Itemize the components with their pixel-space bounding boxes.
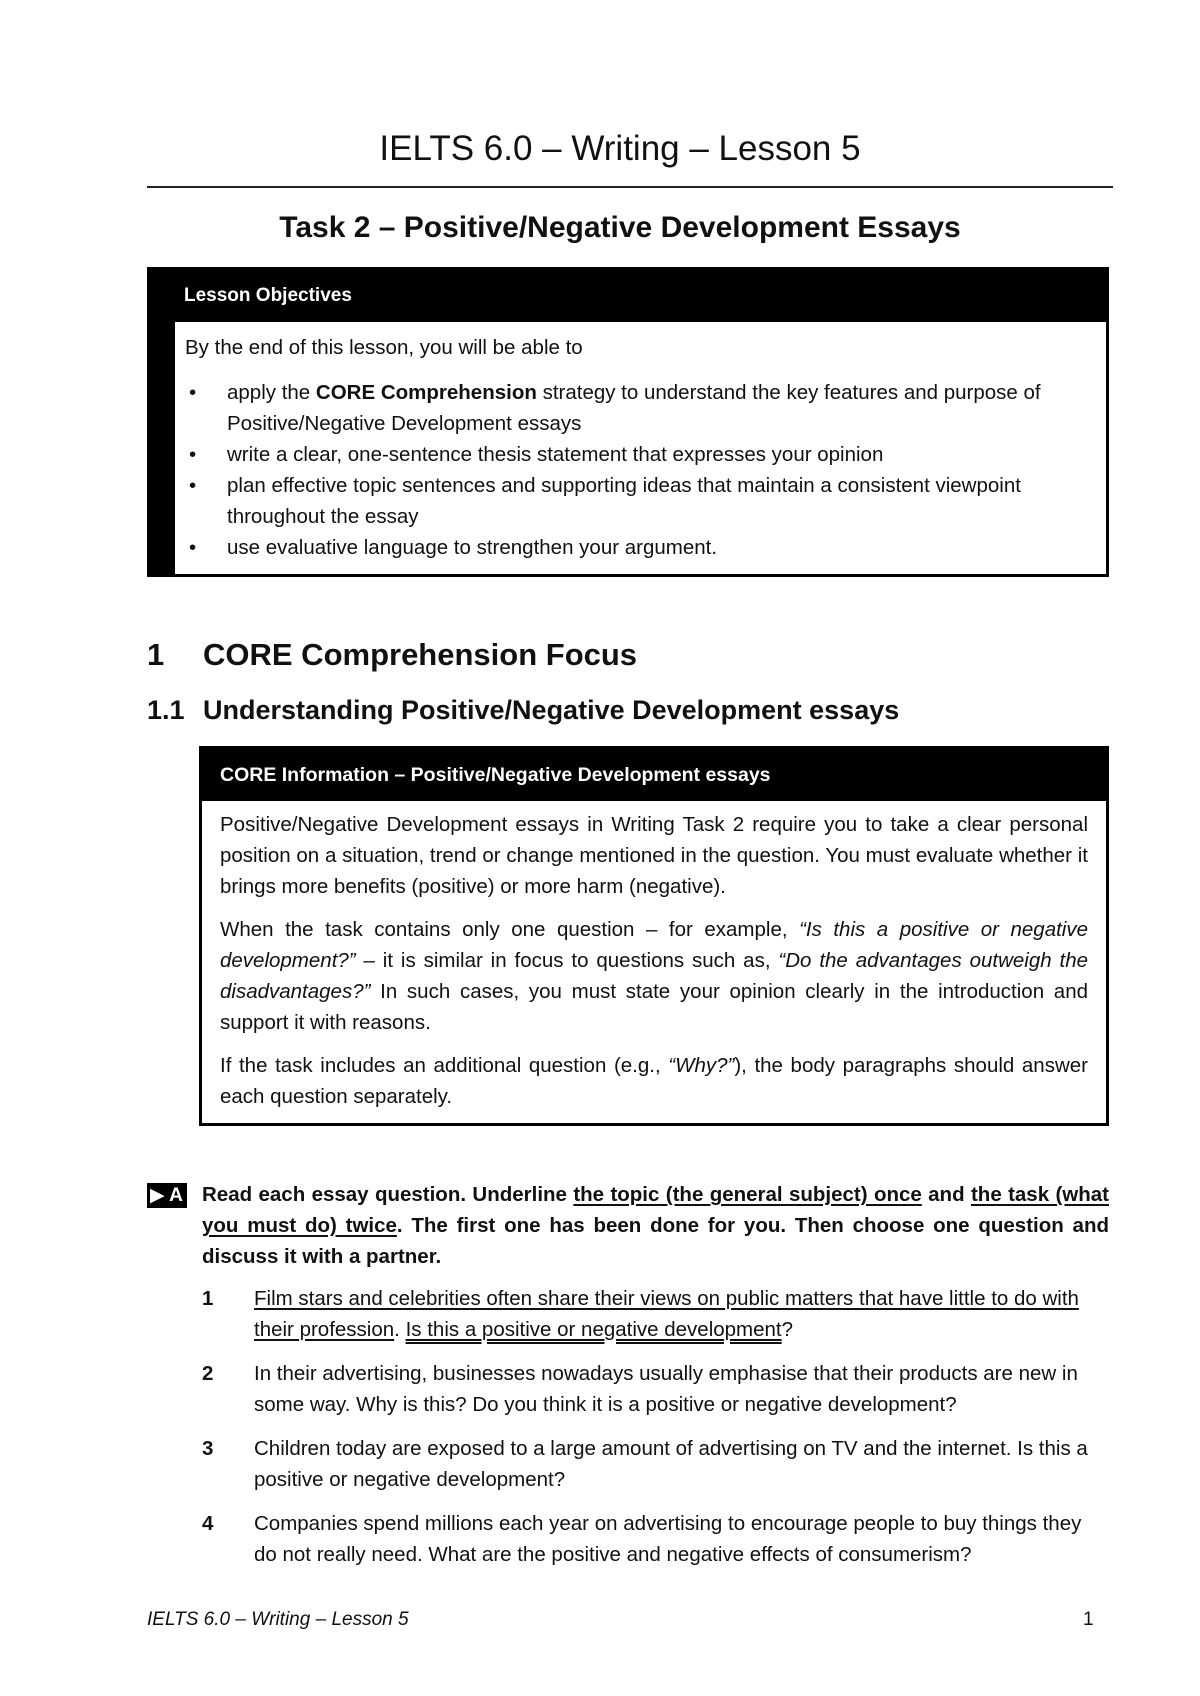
objectives-intro: By the end of this lesson, you will be able to <box>185 336 583 359</box>
objective-item: • apply the CORE Comprehension strategy to understand the key features and purpose of Positive/Negative Development essays <box>185 377 1092 439</box>
section-1-heading: 1 CORE Comprehension Focus <box>147 637 638 672</box>
question-number: 1 <box>202 1287 214 1310</box>
footer-title: IELTS 6.0 – Writing – Lesson 5 <box>147 1609 409 1630</box>
objective-item: • use evaluative language to strengthen your argument. <box>185 532 1092 563</box>
objective-item: • write a clear, one-sentence thesis statement that expresses your opinion <box>185 439 1092 470</box>
core-paragraph-3: If the task includes an additional question (e.g., “Why?”), the body paragraphs should answer each question separately. <box>220 1054 1088 1108</box>
question-number: 2 <box>202 1362 214 1385</box>
activity-a-marker: ▶ A <box>147 1183 187 1208</box>
essay-question: 4 Companies spend millions each year on advertising to encourage people to buy things they do not really need. What are the positive and negative effects of consumerism? <box>202 1508 1109 1570</box>
essay-question: 3 Children today are exposed to a large amount of advertising on TV and the internet. Is this a positive or negative development? <box>202 1433 1109 1495</box>
objectives-heading: Lesson Objectives <box>175 270 1106 322</box>
document-subtitle: Task 2 – Positive/Negative Development Essays <box>279 211 961 244</box>
core-information-box <box>199 746 1109 1126</box>
objective-item: • plan effective topic sentences and supporting ideas that maintain a consistent viewpoint throughout the essay <box>185 470 1092 532</box>
core-information-heading: CORE Information – Positive/Negative Development essays <box>202 749 1106 801</box>
core-paragraph-1: Positive/Negative Development essays in Writing Task 2 require you to take a clear personal position on a situation, trend or change mentioned in the question. You must evaluate whether it brings more benefits (positive) or more harm (negative). <box>220 813 1088 898</box>
core-paragraph-2: When the task contains only one question – for example, “Is this a positive or negative development?” – it is similar in focus to questions such as, “Do the advantages outweigh the disadvantages?” In such cases, you must state your opinion clearly in the introduction and support it with reasons. <box>220 918 1089 1034</box>
lesson-objectives-box <box>147 267 1109 577</box>
question-number: 4 <box>202 1512 214 1535</box>
document-title: IELTS 6.0 – Writing – Lesson 5 <box>379 129 861 168</box>
question-number: 3 <box>202 1437 214 1460</box>
section-1-1-heading: 1.1 Understanding Positive/Negative Development essays <box>147 695 900 725</box>
essay-question: 2 In their advertising, businesses nowadays usually emphasise that their products are new in some way. Why is this? Do you think it is a positive or negative development? <box>202 1358 1109 1420</box>
essay-question-list <box>202 1283 1109 1583</box>
page-number: 1 <box>1083 1609 1094 1630</box>
title-divider <box>147 186 1113 188</box>
activity-a-instructions: Read each essay question. Underline the topic (the general subject) once and the task (what you must do) twice. The first one has been done for you. Then choose one question and discuss it with a partner. <box>202 1183 1109 1268</box>
essay-question: 1 Film stars and celebrities often share their views on public matters that have little to do with their profession. Is this a positive or negative development? <box>202 1283 1109 1345</box>
objectives-list <box>185 377 1092 563</box>
